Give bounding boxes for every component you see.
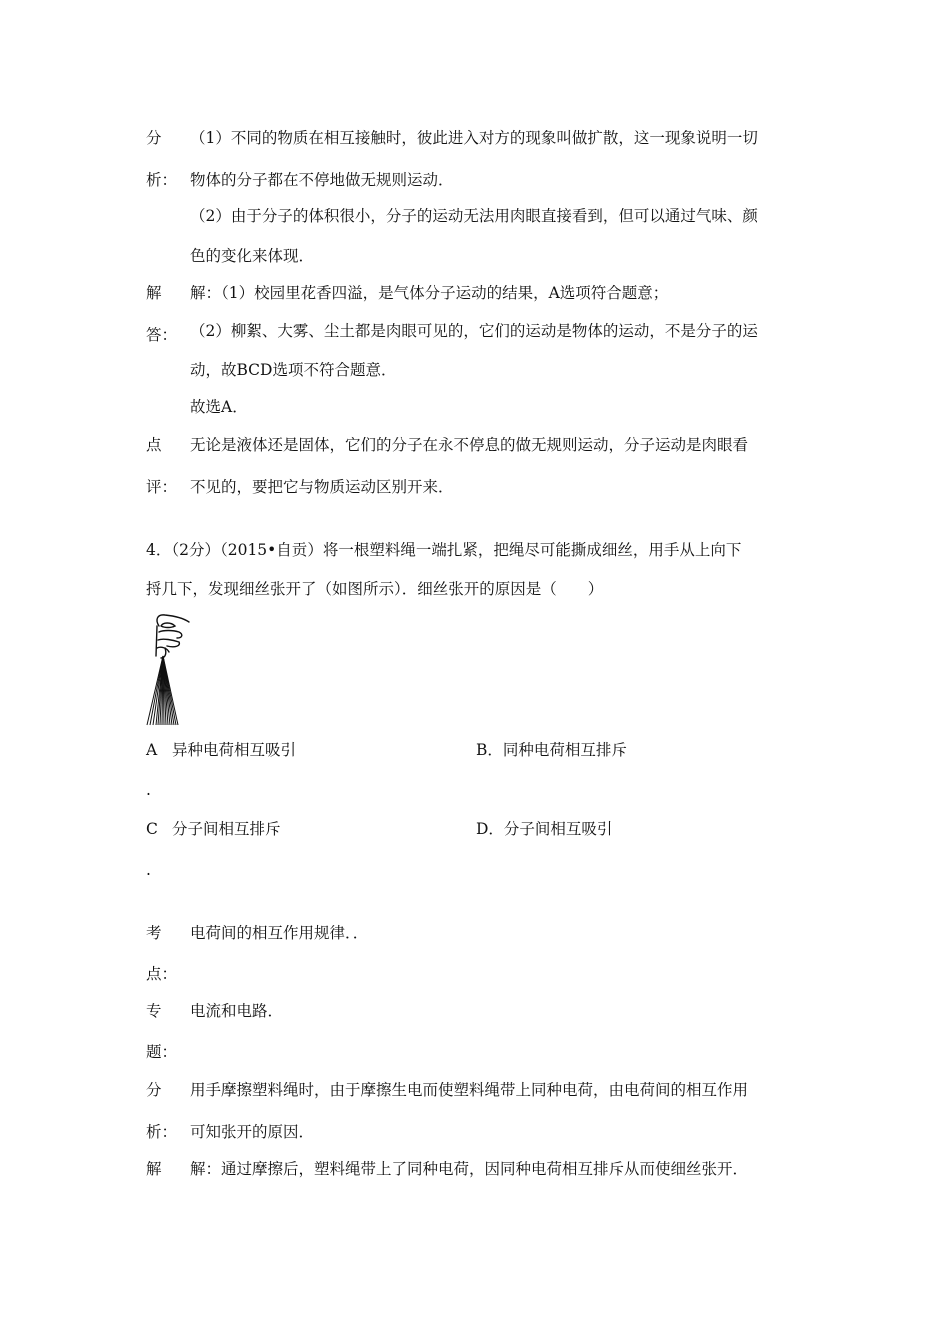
analysis-line-1: （1）不同的物质在相互接触时，彼此进入对方的现象叫做扩散，这一现象说明一切 — [190, 129, 758, 147]
analysis-line-3: （2）由于分子的体积很小，分子的运动无法用肉眼直接看到，但可以通过气味、颜 — [190, 207, 758, 225]
topic-text: 电流和电路． — [190, 1002, 284, 1020]
topic-label-2: 题： — [146, 1043, 178, 1061]
option-a-text: 异种电荷相互吸引 — [172, 741, 297, 759]
option-c-dot: . — [146, 861, 151, 879]
answer-label-2: 答： — [146, 326, 178, 344]
comment-label-1: 点 — [146, 436, 162, 454]
option-d-text: D．分子间相互吸引 — [476, 820, 613, 838]
topic-label-1: 专 — [146, 1002, 162, 1020]
answer-line-3: 动，故BCD选项不符合题意． — [190, 361, 397, 379]
option-c-text: 分子间相互排斥 — [172, 820, 281, 838]
q4-analysis-line-2: 可知张开的原因． — [190, 1123, 315, 1141]
analysis-line-4: 色的变化来体现． — [190, 247, 315, 265]
answer-line-2: （2）柳絮、大雾、尘土都是肉眼可见的，它们的运动是物体的运动，不是分子的运 — [190, 322, 758, 340]
knowledge-point-text: 电荷间的相互作用规律．． — [190, 924, 369, 942]
q4-analysis-label-2: 析： — [146, 1123, 178, 1141]
option-a-letter: A — [146, 741, 158, 759]
q4-answer-label: 解 — [146, 1160, 162, 1178]
hand-plastic-strands-figure — [143, 612, 193, 728]
comment-line-2: 不见的，要把它与物质运动区别开来． — [190, 478, 454, 496]
analysis-line-2: 物体的分子都在不停地做无规则运动． — [190, 171, 454, 189]
question-4-stem-line-2: 捋几下，发现细丝张开了（如图所示）．细丝张开的原因是（ ） — [146, 580, 604, 598]
q4-analysis-line-1: 用手摩擦塑料绳时，由于摩擦生电而使塑料绳带上同种电荷，由电荷间的相互作用 — [190, 1081, 749, 1099]
q4-answer-text: 解：通过摩擦后，塑料绳带上了同种电荷，因同种电荷相互排斥从而使细丝张开． — [190, 1160, 749, 1178]
knowledge-point-label-2: 点： — [146, 965, 178, 983]
question-4-stem-line-1: 4．（2分）（2015•自贡）将一根塑料绳一端扎紧，把绳尽可能撕成细丝，用手从上向下 — [146, 541, 742, 559]
analysis-label-1: 分 — [146, 129, 162, 147]
option-a-dot: . — [146, 781, 151, 799]
answer-label-1: 解 — [146, 284, 162, 302]
option-c-letter: C — [146, 820, 158, 838]
option-b-text: B．同种电荷相互排斥 — [476, 741, 627, 759]
comment-label-2: 评： — [146, 478, 178, 496]
answer-line-4: 故选A． — [190, 398, 248, 416]
knowledge-point-label-1: 考 — [146, 924, 162, 942]
analysis-label-2: 析： — [146, 171, 178, 189]
answer-line-1: 解：（1）校园里花香四溢，是气体分子运动的结果，A选项符合题意； — [190, 284, 669, 302]
q4-analysis-label-1: 分 — [146, 1081, 162, 1099]
comment-line-1: 无论是液体还是固体，它们的分子在永不停息的做无规则运动，分子运动是肉眼看 — [190, 436, 749, 454]
